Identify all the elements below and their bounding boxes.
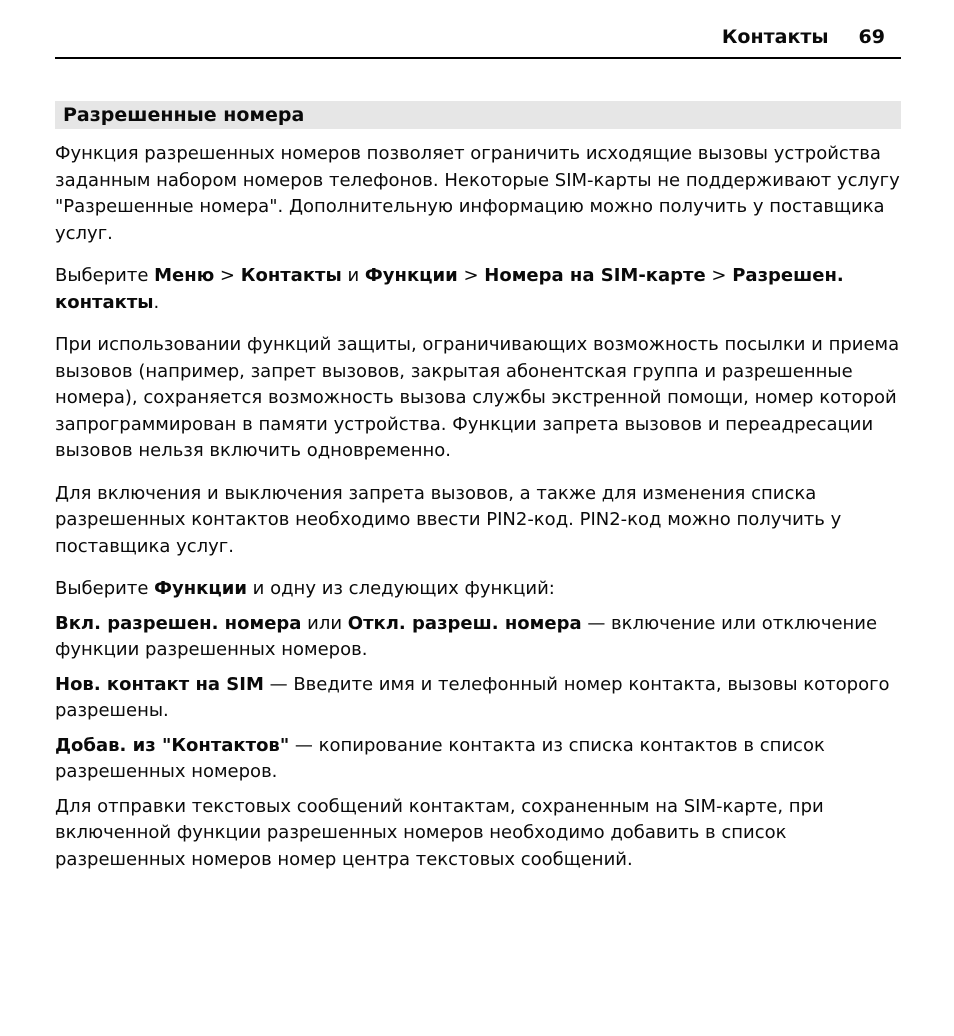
bold-text: Номера на SIM-карте bbox=[484, 265, 706, 286]
bold-text: Вкл. разрешен. номера bbox=[55, 612, 302, 634]
bold-text: Разрешен. контакты bbox=[55, 265, 844, 313]
text: . bbox=[153, 291, 160, 313]
paragraph-pin2-note bbox=[55, 481, 901, 561]
text: и одну из следующих функций: bbox=[246, 578, 555, 599]
paragraph-option-new-sim bbox=[55, 672, 901, 725]
bold-text: Функции bbox=[364, 265, 458, 286]
text: Выберите bbox=[55, 578, 155, 599]
bold-text: Откл. разреш. номера bbox=[347, 612, 582, 634]
text: — Введите имя и телефонный номер контакта, вызовы которого разрешены. bbox=[55, 673, 890, 721]
paragraph-option-on-off bbox=[55, 611, 901, 664]
paragraph-security-note bbox=[55, 332, 901, 465]
paragraph-menu-path bbox=[55, 263, 901, 316]
paragraph-option-add-from bbox=[55, 733, 901, 786]
bold-text: Функции bbox=[154, 578, 247, 599]
text: При использовании функций защиты, ограничивающих возможность посылки и приема вызовов (например, запрет вызовов, закрытая абонентская группа и разрешенные номера), сохраняется возможность вызова службы экстренной помощи, номер которой запрограммирован в памяти устройства. Функции запрета вызовов и переадресации вызовов нельзя включить одновременно. bbox=[55, 334, 900, 461]
text: Для отправки текстовых сообщений контактам, сохраненным на SIM-карте, при включенной функции разрешенных номеров необходимо добавить в список разрешенных номеров номер центра текстовых сообщений. bbox=[55, 795, 824, 870]
bold-text: Добав. из "Контактов" bbox=[55, 734, 290, 756]
section-heading: Разрешенные номера bbox=[55, 101, 901, 129]
text: > bbox=[214, 265, 241, 286]
bold-text: Меню bbox=[154, 265, 215, 286]
header-page-number: 69 bbox=[858, 26, 885, 48]
paragraph-options-intro bbox=[55, 576, 901, 603]
paragraph-intro bbox=[55, 141, 901, 247]
header-chapter-title: Контакты bbox=[721, 26, 829, 48]
text: Функция разрешенных номеров позволяет ограничить исходящие вызовы устройства заданным набором номеров телефонов. Некоторые SIM-карты не поддерживают услугу "Разрешенные номера". Дополнительную информацию можно получить у поставщика услуг. bbox=[55, 143, 900, 244]
page-header bbox=[55, 26, 901, 59]
paragraph-sms-note bbox=[55, 794, 901, 874]
text: и bbox=[341, 265, 365, 286]
text: Выберите bbox=[55, 265, 155, 286]
bold-text: Контакты bbox=[240, 265, 342, 286]
text: > bbox=[457, 265, 485, 286]
text: — включение или отключение функции разрешенных номеров. bbox=[55, 612, 878, 660]
text: Для включения и выключения запрета вызовов, а также для изменения списка разрешенных контактов необходимо ввести PIN2-код. PIN2-код можно получить у поставщика услуг. bbox=[55, 482, 842, 557]
page-content bbox=[55, 141, 901, 873]
text: — копирование контакта из списка контактов в список разрешенных номеров. bbox=[55, 734, 825, 782]
text: или bbox=[301, 612, 348, 634]
text: > bbox=[705, 265, 733, 286]
bold-text: Нов. контакт на SIM bbox=[55, 673, 264, 695]
